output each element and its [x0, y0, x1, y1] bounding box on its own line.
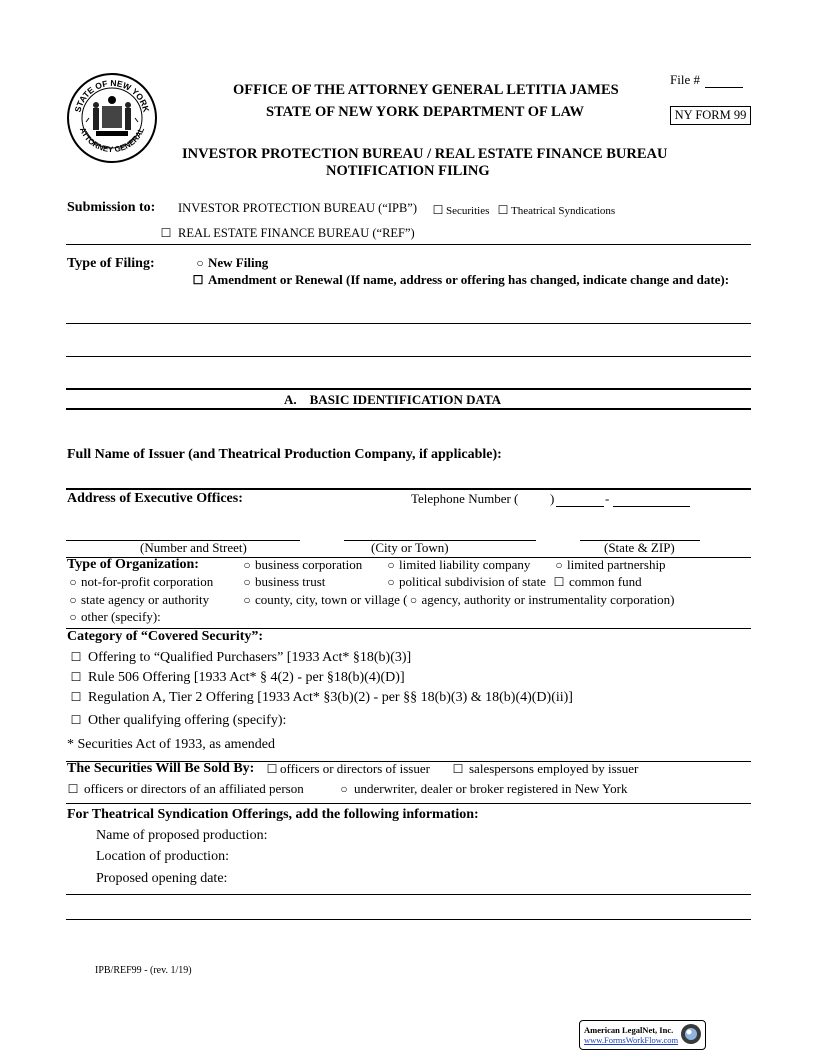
radio-icon[interactable]: ○ [243, 558, 251, 572]
state-seal [66, 72, 158, 164]
org-llc[interactable] [385, 557, 530, 573]
securities-checkbox[interactable] [432, 203, 489, 218]
telephone-number-field[interactable] [613, 506, 690, 507]
sold-by-officers-affiliated[interactable] [67, 781, 304, 797]
seal-bottom-text: ATTORNEY GENERAL [77, 126, 147, 155]
form-id: IPB/REF99 [95, 965, 142, 976]
org-other-label: other (specify): [81, 609, 161, 624]
covered-option-label: Regulation A, Tier 2 Offering [1933 Act* §3(b)(2) - per §§ 18(b)(3) & 18(b)(4)(D)(ii)] [88, 690, 573, 705]
globe-icon [680, 1023, 702, 1045]
radio-icon[interactable]: ○ [387, 558, 395, 572]
new-filing-option[interactable] [194, 255, 268, 271]
radio-icon[interactable]: ○ [243, 593, 251, 607]
production-location-label: Location of production: [96, 849, 229, 864]
org-nfp[interactable] [67, 574, 213, 590]
org-state-agency[interactable] [67, 592, 209, 608]
checkbox-icon[interactable]: ☐ [70, 670, 82, 684]
divider [66, 803, 751, 804]
covered-option-other[interactable] [70, 713, 286, 729]
covered-option-qualified[interactable] [70, 650, 411, 666]
seal-top-text: STATE OF NEW YORK [72, 77, 152, 114]
amendment-option[interactable] [192, 272, 729, 288]
checkbox-icon[interactable]: ☐ [160, 226, 172, 240]
form-number-box: NY FORM 99 [670, 106, 751, 125]
section-a-heading: A. BASIC IDENTIFICATION DATA [284, 392, 502, 407]
radio-icon[interactable]: ○ [196, 256, 204, 270]
radio-icon[interactable]: ○ [409, 593, 418, 607]
full-name-label: Full Name of Issuer (and Theatrical Production Company, if applicable): [67, 447, 502, 462]
department-title: STATE OF NEW YORK DEPARTMENT OF LAW [266, 104, 584, 120]
radio-icon[interactable]: ○ [387, 575, 395, 589]
logo-company-name: American LegalNet, Inc. [584, 1025, 674, 1035]
org-lp-label: limited partnership [567, 557, 666, 572]
type-of-filing-label: Type of Filing: [67, 256, 155, 271]
state-zip-caption: (State & ZIP) [604, 540, 675, 555]
section-rule-top [66, 388, 751, 390]
form-id-footer [95, 965, 192, 976]
checkbox-icon[interactable]: ☐ [70, 713, 82, 727]
revision: - (rev. 1/19) [144, 965, 192, 976]
org-llc-label: limited liability company [399, 557, 531, 572]
org-political-label: political subdivision of state [399, 574, 546, 589]
org-business-trust[interactable] [241, 574, 325, 590]
telephone-dash: - [605, 491, 610, 506]
divider [66, 919, 751, 920]
street-caption: (Number and Street) [140, 540, 247, 555]
covered-option-rule506[interactable] [70, 670, 405, 686]
org-lp[interactable] [553, 557, 666, 573]
checkbox-icon[interactable]: ☐ [553, 575, 565, 589]
sold-by-officers-issuer[interactable] [266, 761, 430, 777]
svg-text:ATTORNEY GENERAL [78, 126, 146, 154]
radio-icon[interactable]: ○ [69, 593, 77, 607]
ipb-option: INVESTOR PROTECTION BUREAU (“IPB”) [178, 201, 417, 215]
radio-icon[interactable]: ○ [555, 558, 563, 572]
full-name-line[interactable] [66, 488, 751, 490]
covered-option-label: Rule 506 Offering [1933 Act* § 4(2) - per §18(b)(4)(D)] [88, 670, 405, 685]
org-county[interactable] [241, 592, 674, 608]
logo-url[interactable]: www.FormsWorkFlow.com [584, 1035, 679, 1045]
securities-label: Securities [446, 205, 490, 217]
telephone-prefix-field[interactable] [556, 506, 604, 507]
office-title: OFFICE OF THE ATTORNEY GENERAL LETITIA JAMES [233, 82, 619, 98]
radio-icon[interactable]: ○ [340, 782, 348, 796]
telephone-label: Telephone Number ( [411, 491, 519, 506]
divider [66, 894, 751, 895]
org-state-agency-label: state agency or authority [81, 592, 210, 607]
bureau-title: INVESTOR PROTECTION BUREAU / REAL ESTATE FINANCE BUREAU [182, 146, 668, 162]
ref-label: REAL ESTATE FINANCE BUREAU (“REF”) [178, 226, 415, 240]
checkbox-icon[interactable]: ☐ [70, 650, 82, 664]
radio-icon[interactable]: ○ [69, 610, 77, 624]
file-number-field[interactable] [705, 87, 743, 88]
org-agency-label: agency, authority or instrumentality corporation) [421, 592, 675, 607]
covered-option-label: Other qualifying offering (specify): [88, 713, 287, 728]
sold-by-label: The Securities Will Be Sold By: [67, 761, 255, 776]
org-business-corp-label: business corporation [255, 557, 363, 572]
new-filing-label: New Filing [208, 255, 269, 270]
filing-title: NOTIFICATION FILING [326, 163, 490, 179]
legalnet-logo[interactable] [579, 1020, 706, 1050]
checkbox-icon[interactable]: ☐ [70, 690, 82, 704]
radio-icon[interactable]: ○ [243, 575, 251, 589]
amendment-line-1[interactable] [66, 323, 751, 324]
seal-graphic [66, 72, 158, 164]
org-common-fund-label: common fund [569, 574, 642, 589]
production-name-label: Name of proposed production: [96, 828, 268, 843]
theatrical-checkbox[interactable] [497, 203, 615, 218]
amendment-label: Amendment or Renewal (If name, address or offering has changed, indicate change and date): [208, 272, 730, 287]
org-political[interactable] [385, 574, 546, 590]
org-county-label: county, city, town or village ( [255, 592, 408, 607]
sold-by-salespersons[interactable] [452, 761, 638, 777]
ref-checkbox[interactable] [160, 226, 415, 241]
file-number-label: File # [670, 72, 700, 87]
radio-icon[interactable]: ○ [69, 575, 77, 589]
sold-by-underwriter[interactable] [338, 781, 627, 797]
section-rule-bottom [66, 408, 751, 410]
org-business-trust-label: business trust [255, 574, 326, 589]
sold-by-officers-issuer-label: officers or directors of issuer [280, 761, 430, 776]
telephone-close-paren: ) [550, 491, 555, 506]
sold-by-underwriter-label: underwriter, dealer or broker registered in New York [354, 781, 628, 796]
divider [66, 244, 751, 245]
organization-label: Type of Organization: [67, 557, 199, 572]
address-label: Address of Executive Offices: [67, 491, 243, 506]
covered-option-label: Offering to “Qualified Purchasers” [1933 Act* §18(b)(3)] [88, 650, 412, 665]
theatrical-info-label: For Theatrical Syndication Offerings, add the following information: [67, 807, 479, 822]
covered-security-label: Category of “Covered Security”: [67, 629, 264, 644]
checkbox-icon[interactable]: ☐ [432, 203, 444, 217]
checkbox-icon[interactable]: ☐ [497, 203, 509, 217]
checkbox-icon[interactable]: ☐ [266, 762, 278, 776]
securities-act-footnote: * Securities Act of 1933, as amended [67, 737, 276, 752]
amendment-line-2[interactable] [66, 356, 751, 357]
city-caption: (City or Town) [371, 540, 449, 555]
org-business-corp[interactable] [241, 557, 362, 573]
org-nfp-label: not-for-profit corporation [81, 574, 214, 589]
org-common-fund[interactable] [553, 574, 642, 590]
theatrical-label: Theatrical Syndications [511, 205, 616, 217]
submission-label: Submission to: [67, 200, 156, 215]
checkbox-icon[interactable]: ☐ [452, 762, 464, 776]
opening-date-label: Proposed opening date: [96, 871, 228, 886]
checkbox-icon[interactable]: ☐ [67, 782, 79, 796]
sold-by-officers-affiliated-label: officers or directors of an affiliated person [84, 781, 304, 796]
org-other[interactable] [67, 609, 161, 625]
checkbox-icon[interactable]: ☐ [192, 273, 204, 287]
sold-by-salespersons-label: salespersons employed by issuer [469, 761, 639, 776]
covered-option-reg-a[interactable] [70, 690, 573, 706]
